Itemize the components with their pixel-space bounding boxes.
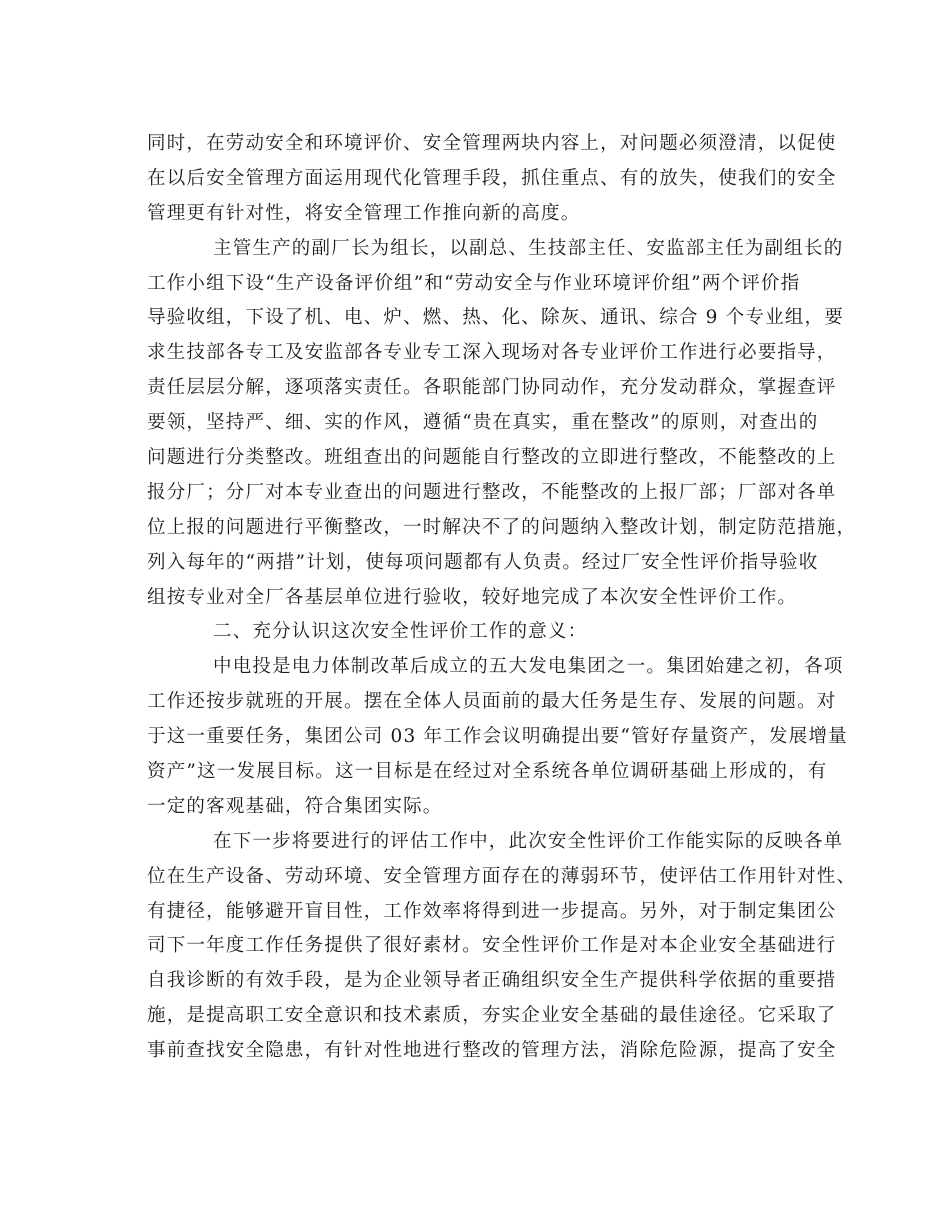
text-line: 求生技部各专工及安监部各专业专工深入现场对各专业评价工作进行必要指导， <box>147 342 837 364</box>
text-line: 责任层层分解，逐项落实责任。各职能部门协同动作，充分发动群众，掌握查评 <box>147 377 837 399</box>
text-line: 司下一年度工作任务提供了很好素材。安全性评价工作是对本企业安全基础进行 <box>147 935 837 957</box>
text-line: 资产”这一发展目标。这一目标是在经过对全系统各单位调研基础上形成的，有 <box>147 761 828 783</box>
text-line: 同时，在劳动安全和环境评价、安全管理两块内容上，对问题必须澄清，以促使 <box>147 133 837 154</box>
text-line: 位上报的问题进行平衡整改，一时解决不了的问题纳入整改计划，制定防范措施， <box>147 516 857 538</box>
text-line: 工作还按步就班的开展。摆在全体人员面前的最大任务是生存、发展的问题。对 <box>147 691 837 713</box>
text-line: 二、充分认识这次安全性评价工作的意义： <box>213 621 588 643</box>
text-line: 中电投是电力体制改革后成立的五大发电集团之一。集团始建之初，各项 <box>213 656 844 678</box>
text-line: 在以后安全管理方面运用现代化管理手段，抓住重点、有的放失，使我们的安全 <box>147 167 837 189</box>
text-line: 事前查找安全隐患，有针对性地进行整改的管理方法，消除危险源，提高了安全 <box>147 1040 837 1062</box>
text-line: 位在生产设备、劳动环境、安全管理方面存在的薄弱环节，使评估工作用针对性、 <box>147 865 857 887</box>
text-line: 列入每年的“两措”计划，使每项问题都有人负责。经过厂安全性评价指导验收 <box>147 551 819 573</box>
text-line: 有捷径，能够避开盲目性，工作效率将得到进一步提高。另外，对于制定集团公 <box>147 900 837 922</box>
text-line: 问题进行分类整改。班组查出的问题能自行整改的立即进行整改，不能整改的上 <box>147 447 837 469</box>
text-line: 要领，坚持严、细、实的作风，遵循“贵在真实，重在整改”的原则，对查出的 <box>147 412 819 434</box>
text-line: 工作小组下设“生产设备评价组”和“劳动安全与作业环境评价组”两个评价指 <box>147 272 801 294</box>
text-line: 于这一重要任务，集团公司 03 年工作会议明确提出要“管好存量资产，发展增量 <box>147 726 848 748</box>
text-line: 管理更有针对性，将安全管理工作推向新的高度。 <box>147 202 581 224</box>
text-line: 施，是提高职工安全意识和技术素质，夯实企业安全基础的最佳途径。它采取了 <box>147 1005 837 1027</box>
text-line: 主管生产的副厂长为组长，以副总、生技部主任、安监部主任为副组长的 <box>213 237 844 259</box>
document-body <box>147 127 857 1069</box>
text-line: 一定的客观基础，符合集团实际。 <box>147 795 443 817</box>
text-line: 自我诊断的有效手段，是为企业领导者正确组织安全生产提供科学依据的重要措 <box>147 970 837 992</box>
text-line: 在下一步将要进行的评估工作中，此次安全性评价工作能实际的反映各单 <box>213 830 844 852</box>
text-line: 导验收组，下设了机、电、炉、燃、热、化、除灰、通讯、综合 9 个专业组，要 <box>147 307 844 329</box>
text-line: 报分厂；分厂对本专业查出的问题进行整改，不能整改的上报厂部；厂部对各单 <box>147 481 837 503</box>
text-line: 组按专业对全厂各基层单位进行验收，较好地完成了本次安全性评价工作。 <box>147 586 798 608</box>
